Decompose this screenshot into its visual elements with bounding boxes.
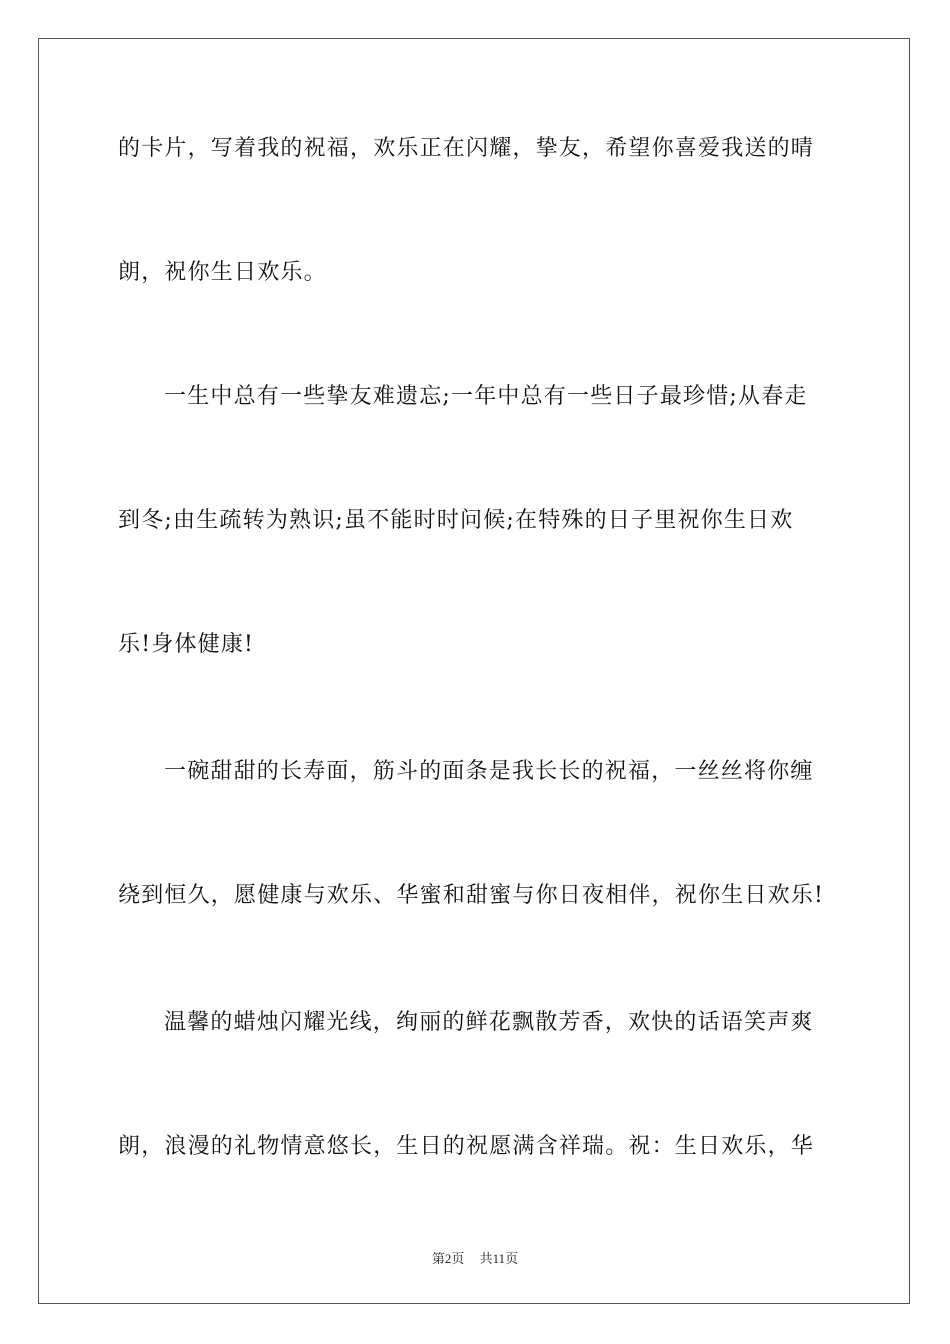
paragraph-line-2: 朗，祝你生日欢乐。: [118, 260, 327, 285]
page-number: 第2页: [431, 1251, 465, 1266]
paragraph-line-4: 到冬;由生疏转为熟识;虽不能时时问候;在特殊的日子里祝你生日欢: [118, 508, 794, 533]
paragraph-line-5: 乐!身体健康!: [118, 632, 255, 657]
paragraph-line-9: 朗，浪漫的礼物情意悠长，生日的祝愿满含祥瑞。祝：生日欢乐，华: [118, 1134, 815, 1159]
paragraph-line-6: 一碗甜甜的长寿面，筋斗的面条是我长长的祝福，一丝丝将你缠: [164, 759, 814, 784]
paragraph-line-3: 一生中总有一些挚友难遗忘;一年中总有一些日子最珍惜;从春走: [164, 384, 808, 409]
page-footer: [0, 1248, 950, 1267]
paragraph-line-7: 绕到恒久，愿健康与欢乐、华蜜和甜蜜与你日夜相伴，祝你生日欢乐!: [118, 883, 825, 908]
page-border: [38, 38, 910, 1304]
paragraph-line-8: 温馨的蜡烛闪耀光线，绚丽的鲜花飘散芳香，欢快的话语笑声爽: [164, 1010, 814, 1035]
page-total: 共11页: [479, 1251, 519, 1266]
paragraph-line-1: 的卡片，写着我的祝福，欢乐正在闪耀，挚友，希望你喜爱我送的晴: [118, 136, 815, 161]
